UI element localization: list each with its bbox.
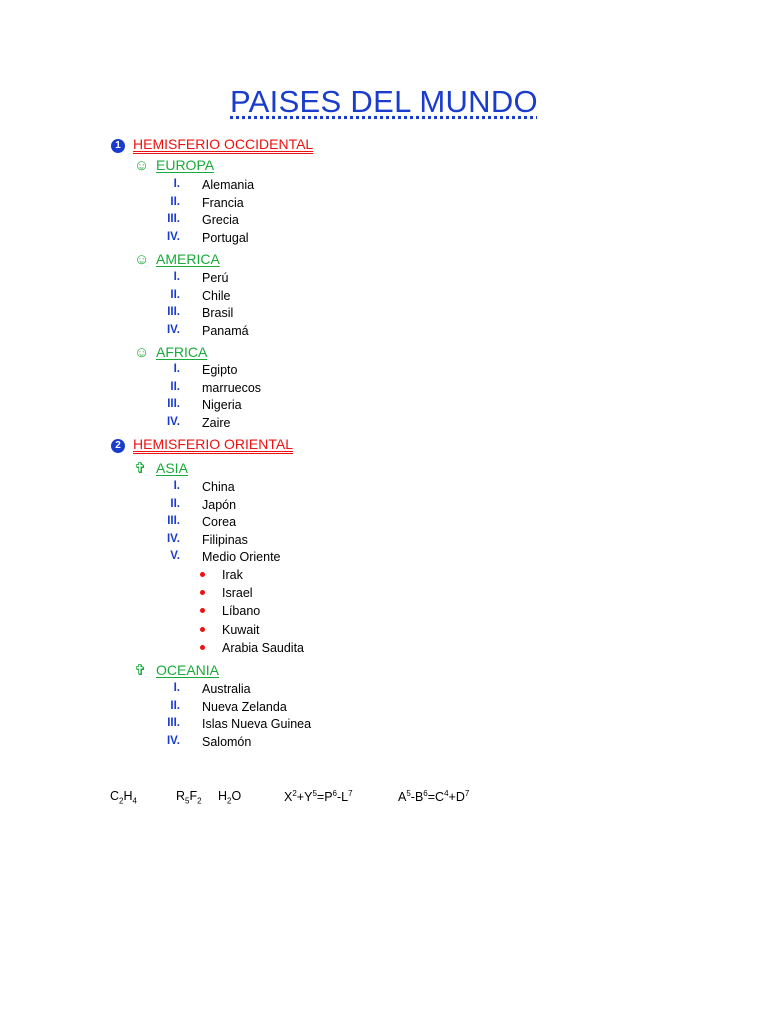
- roman-numeral: II.: [170, 497, 180, 510]
- sub-list-item: [200, 586, 253, 600]
- roman-numeral: I.: [173, 480, 180, 492]
- sub-list-item: [200, 623, 260, 637]
- country-name: Egipto: [202, 363, 238, 377]
- continent-heading: [134, 459, 188, 477]
- hemisphere-label: HEMISFERIO ORIENTAL: [133, 436, 293, 452]
- roman-numeral: IV.: [166, 532, 180, 545]
- bullet-icon: [200, 627, 205, 632]
- formula-part: X: [284, 790, 293, 805]
- roman-numeral: I.: [173, 363, 180, 375]
- roman-numeral: V.: [170, 550, 180, 563]
- roman-numeral: IV.: [166, 734, 180, 747]
- formula-part: A: [398, 790, 407, 805]
- bullet-icon: [200, 645, 205, 650]
- continent-heading: [134, 661, 219, 679]
- country-name: Grecia: [202, 213, 239, 228]
- continent-label: AMERICA: [156, 251, 220, 267]
- hemisphere-heading: [111, 436, 293, 453]
- number-badge-icon: 1: [111, 139, 125, 153]
- formula-part: 4: [132, 796, 137, 806]
- formula-part: 6: [423, 789, 428, 798]
- country-name: Chile: [202, 288, 231, 303]
- roman-numeral: I.: [173, 271, 180, 283]
- roman-numeral: IV.: [166, 230, 180, 243]
- smiley-icon: ☺: [134, 251, 150, 268]
- formula-part: =C: [427, 790, 445, 805]
- roman-numeral: II.: [170, 380, 180, 393]
- formula: [110, 789, 137, 806]
- sub-item-name: Irak: [222, 568, 243, 582]
- formula-part: 2: [292, 789, 297, 798]
- formula-part: -B: [410, 790, 424, 805]
- formula-part: 2: [197, 796, 202, 806]
- formula-part: H: [123, 789, 133, 803]
- country-name: Panamá: [202, 323, 249, 338]
- cross-icon: ✞: [134, 662, 147, 679]
- country-name: Perú: [202, 271, 229, 285]
- sub-item-name: Israel: [222, 586, 253, 601]
- country-name: Zaire: [202, 415, 231, 430]
- formula-part: O: [231, 789, 242, 803]
- formula-part: F: [189, 789, 198, 803]
- page-title: [0, 84, 768, 120]
- continent-heading: [134, 157, 214, 174]
- sub-list-item: [200, 641, 304, 655]
- smiley-icon: ☺: [134, 344, 150, 361]
- formula: [218, 789, 241, 806]
- formula: [398, 789, 469, 804]
- country-name: Salomón: [202, 734, 252, 749]
- roman-numeral: I.: [173, 682, 180, 694]
- sub-item-name: Arabia Saudita: [222, 640, 305, 655]
- country-name: Corea: [202, 515, 237, 530]
- smiley-icon: ☺: [134, 157, 150, 174]
- country-name: Australia: [202, 682, 251, 696]
- formula-part: +Y: [296, 790, 313, 805]
- bullet-icon: [200, 608, 205, 613]
- roman-numeral: I.: [173, 178, 180, 190]
- roman-numeral: IV.: [166, 323, 180, 336]
- formula-part: 6: [332, 789, 337, 798]
- continent-label: OCEANIA: [156, 662, 220, 678]
- formula-part: -L: [336, 790, 349, 805]
- number-badge-icon: 2: [111, 439, 125, 453]
- roman-numeral: III.: [167, 306, 180, 319]
- hemisphere-label: HEMISFERIO OCCIDENTAL: [133, 136, 314, 152]
- formula: [284, 789, 353, 804]
- country-name: Alemania: [202, 178, 255, 192]
- formula-part: 7: [348, 789, 353, 798]
- formula-part: 5: [312, 789, 317, 798]
- page-title-text: PAISES DEL MUNDO: [230, 84, 538, 119]
- roman-numeral: III.: [167, 213, 180, 226]
- formula: [176, 789, 202, 806]
- formula-part: =P: [316, 790, 333, 805]
- roman-numeral: III.: [167, 515, 180, 528]
- formula-part: R: [176, 789, 186, 803]
- hemisphere-heading: [111, 136, 313, 153]
- continent-heading: [134, 251, 220, 268]
- sub-item-name: Kuwait: [222, 622, 260, 637]
- continent-label: EUROPA: [156, 157, 215, 173]
- country-name: Nueva Zelanda: [202, 699, 287, 714]
- bullet-icon: [200, 572, 205, 577]
- continent-label: ASIA: [156, 460, 188, 476]
- continent-heading: [134, 344, 207, 361]
- country-name: Medio Oriente: [202, 550, 281, 565]
- formula-part: 4: [444, 789, 449, 798]
- country-name: Brasil: [202, 306, 234, 321]
- formula-part: 5: [185, 796, 190, 806]
- sub-list-item: [200, 604, 260, 618]
- country-name: Nigeria: [202, 398, 242, 413]
- formula-part: 2: [227, 796, 232, 806]
- sub-list-item: [200, 568, 243, 582]
- roman-numeral: II.: [170, 288, 180, 301]
- country-name: Portugal: [202, 230, 249, 245]
- country-name: marruecos: [202, 380, 262, 395]
- formulas-row: [0, 789, 768, 807]
- formula-part: 2: [119, 796, 124, 806]
- roman-numeral: III.: [167, 398, 180, 411]
- roman-numeral: II.: [170, 699, 180, 712]
- roman-numeral: II.: [170, 195, 180, 208]
- cross-icon: ✞: [134, 460, 147, 477]
- formula-part: +D: [448, 790, 465, 805]
- country-name: Islas Nueva Guinea: [202, 717, 312, 732]
- country-name: Filipinas: [202, 532, 248, 547]
- bullet-icon: [200, 590, 205, 595]
- country-name: Francia: [202, 195, 244, 210]
- roman-numeral: IV.: [166, 415, 180, 428]
- formula-part: 5: [406, 789, 411, 798]
- roman-numeral: III.: [167, 717, 180, 730]
- formula-part: 7: [464, 789, 470, 798]
- formula-part: H: [218, 789, 228, 803]
- continent-label: AFRICA: [156, 344, 208, 360]
- sub-item-name: Líbano: [222, 604, 261, 619]
- country-name: China: [202, 480, 235, 494]
- country-name: Japón: [202, 497, 237, 512]
- formula-part: C: [110, 789, 120, 803]
